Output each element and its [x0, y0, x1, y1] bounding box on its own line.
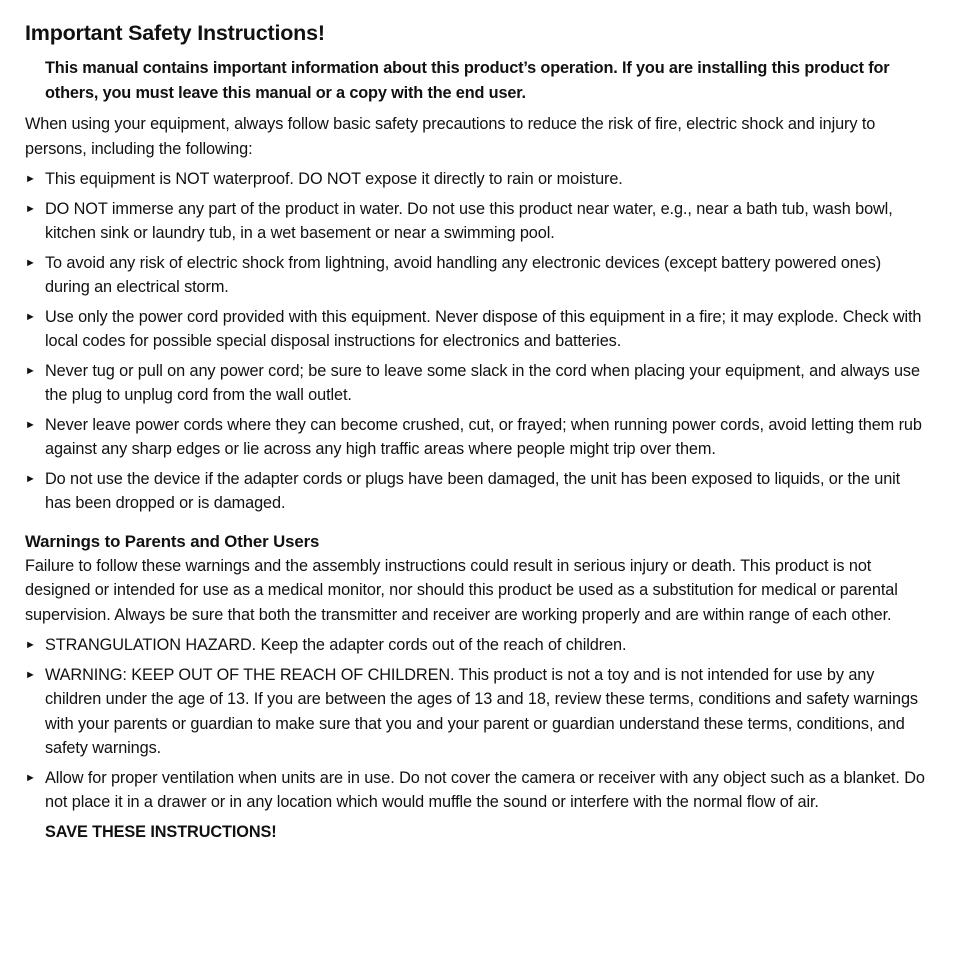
- list-item: [25, 167, 927, 192]
- intro-paragraph: When using your equipment, always follow basic safety precautions to reduce the risk of fire, electric shock and injury to persons, including the following:: [25, 115, 876, 158]
- safety-instructions-list: [25, 167, 927, 516]
- bullet-arrow-icon: ►: [25, 364, 36, 377]
- bullet-arrow-icon: ►: [25, 771, 36, 784]
- list-item-text: Do not use the device if the adapter cords or plugs have been damaged, the unit has been exposed to liquids, or the unit has been dropped or is damaged.: [45, 469, 901, 512]
- save-instructions-note: SAVE THESE INSTRUCTIONS!: [45, 822, 277, 841]
- list-item-text: Allow for proper ventilation when units are in use. Do not cover the camera or receiver with any object such as a blanket. Do not place it in a drawer or in any location which would muffle the sound or interfere with the normal flow of air.: [45, 768, 925, 811]
- list-item-text: Use only the power cord provided with this equipment. Never dispose of this equipment in a fire; it may explode. Check with local codes for possible special disposal instructions for electronics and batteries.: [45, 307, 922, 350]
- list-item-text: STRANGULATION HAZARD. Keep the adapter cords out of the reach of children.: [45, 636, 627, 654]
- list-item: [25, 305, 927, 354]
- bullet-arrow-icon: ►: [25, 202, 36, 215]
- bullet-arrow-icon: ►: [25, 668, 36, 681]
- page-title: Important Safety Instructions!: [25, 21, 325, 45]
- list-item: [25, 197, 927, 246]
- bullet-arrow-icon: ►: [25, 472, 36, 485]
- intro-bold-notice: This manual contains important information about this product’s operation. If you are installing this product for others, you must leave this manual or a copy with the end user.: [45, 59, 890, 102]
- list-item-text: This equipment is NOT waterproof. DO NOT expose it directly to rain or moisture.: [45, 170, 623, 188]
- list-item-text: To avoid any risk of electric shock from lightning, avoid handling any electronic devices (except battery powered ones) during an electrical storm.: [45, 253, 882, 296]
- warnings-list: [25, 633, 927, 815]
- document-page: [25, 18, 927, 844]
- list-item: [25, 467, 927, 516]
- list-item: [25, 413, 927, 462]
- list-item: [25, 663, 927, 761]
- bullet-arrow-icon: ►: [25, 639, 36, 651]
- list-item-text: Never tug or pull on any power cord; be sure to leave some slack in the cord when placing your equipment, and always use the plug to unplug cord from the wall outlet.: [45, 361, 920, 404]
- list-item-text: WARNING: KEEP OUT OF THE REACH OF CHILDREN. This product is not a toy and is not intended for use by any children under the age of 13. If you are between the ages of 13 and 18, review these terms, conditions and safety warnings with your parents or guardian to make sure that you and your parent or guardian understand these terms, conditions, and safety warnings.: [45, 665, 918, 757]
- list-item-text: Never leave power cords where they can become crushed, cut, or frayed; when running power cords, avoid letting them rub against any sharp edges or lie across any high traffic areas where people might trip over them.: [45, 415, 922, 458]
- list-item: [25, 251, 927, 300]
- warnings-heading: Warnings to Parents and Other Users: [25, 531, 320, 551]
- list-item: [25, 359, 927, 408]
- list-item: [25, 766, 927, 815]
- bullet-arrow-icon: ►: [25, 310, 36, 323]
- list-item: [25, 633, 927, 658]
- warnings-paragraph: Failure to follow these warnings and the assembly instructions could result in serious injury or death. This product is not designed or intended for use as a medical monitor, nor should this product be used as a substitution for medical or parental supervision. Always be sure that both the transmitter and receiver are working properly and are within range of each other.: [25, 556, 898, 624]
- list-item-text: DO NOT immerse any part of the product in water. Do not use this product near water, e.g., near a bath tub, wash bowl, kitchen sink or laundry tub, in a wet basement or near a swimming pool.: [45, 199, 893, 242]
- bullet-arrow-icon: ►: [25, 418, 36, 431]
- bullet-arrow-icon: ►: [25, 256, 36, 269]
- bullet-arrow-icon: ►: [25, 173, 36, 185]
